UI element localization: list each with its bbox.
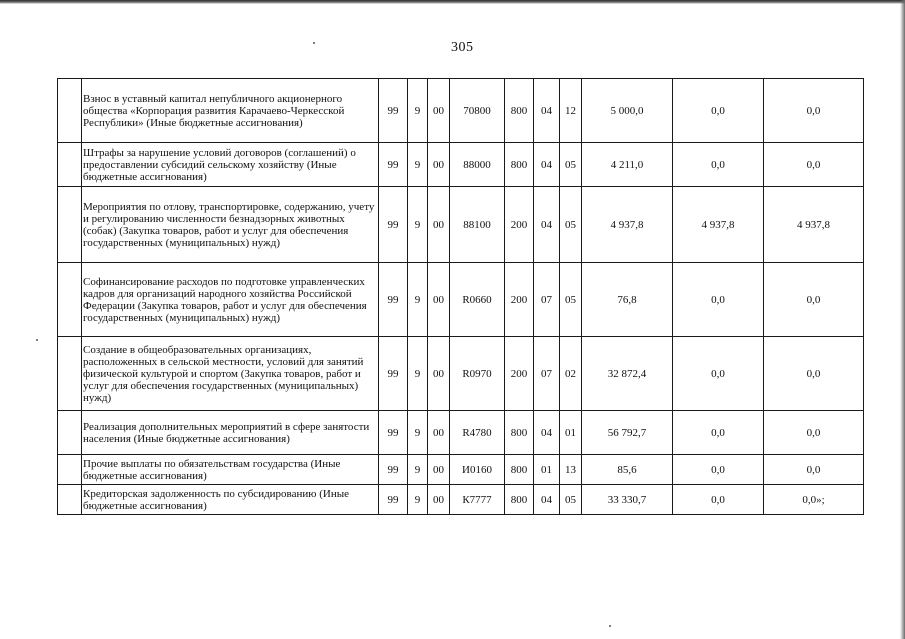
description-cell: Штрафы за нарушение условий договоров (соглашений) о предоставлении субсидий сельскому хозяйству (Иные бюджетные ассигнования) [82, 143, 379, 187]
page-number: 305 [451, 40, 474, 55]
amount-year1-cell: 4 937,8 [582, 187, 673, 263]
amount-year3-cell: 0,0 [764, 79, 864, 143]
amount-year1-cell: 76,8 [582, 263, 673, 337]
row-number-cell [58, 263, 82, 337]
subprogram-code-cell: 9 [408, 411, 428, 455]
amount-year3-cell: 0,0 [764, 143, 864, 187]
program-code-cell: 99 [379, 263, 408, 337]
direction-code-cell: R0970 [450, 337, 505, 411]
main-activity-code-cell: 00 [428, 79, 450, 143]
subsection-cell: 05 [560, 143, 582, 187]
direction-code-cell: R4780 [450, 411, 505, 455]
amount-year1-cell: 32 872,4 [582, 337, 673, 411]
main-activity-code-cell: 00 [428, 187, 450, 263]
amount-year2-cell: 0,0 [673, 455, 764, 485]
section-cell: 07 [534, 337, 560, 411]
table-body [58, 79, 864, 515]
scan-edge-right [900, 0, 905, 639]
table-row [58, 187, 864, 263]
program-code-cell: 99 [379, 485, 408, 515]
subprogram-code-cell: 9 [408, 263, 428, 337]
direction-code-cell: 88100 [450, 187, 505, 263]
section-cell: 04 [534, 411, 560, 455]
program-code-cell: 99 [379, 187, 408, 263]
amount-year3-cell: 0,0 [764, 337, 864, 411]
amount-year3-cell: 0,0 [764, 411, 864, 455]
subsection-cell: 01 [560, 411, 582, 455]
direction-code-cell: R0660 [450, 263, 505, 337]
description-cell: Реализация дополнительных мероприятий в сфере занятости населения (Иные бюджетные ассигнования) [82, 411, 379, 455]
table-row [58, 455, 864, 485]
amount-year2-cell: 0,0 [673, 411, 764, 455]
subsection-cell: 05 [560, 485, 582, 515]
program-code-cell: 99 [379, 79, 408, 143]
expense-type-cell: 200 [505, 263, 534, 337]
amount-year1-cell: 4 211,0 [582, 143, 673, 187]
description-cell: Кредиторская задолженность по субсидированию (Иные бюджетные ассигнования) [82, 485, 379, 515]
subsection-cell: 05 [560, 263, 582, 337]
subsection-cell: 12 [560, 79, 582, 143]
program-code-cell: 99 [379, 143, 408, 187]
subprogram-code-cell: 9 [408, 485, 428, 515]
scan-speck [609, 625, 611, 627]
subsection-cell: 02 [560, 337, 582, 411]
table-row [58, 485, 864, 515]
direction-code-cell: И0160 [450, 455, 505, 485]
description-cell: Софинансирование расходов по подготовке управленческих кадров для организаций народного хозяйства Российской Федерации (Закупка товаров, работ и услуг для обеспечения государственных (муниципальных) нужд) [82, 263, 379, 337]
amount-year3-cell: 0,0 [764, 455, 864, 485]
description-cell: Взнос в уставный капитал непубличного акционерного общества «Корпорация развития Карачаево-Черкесской Республики» (Иные бюджетные ассигнования) [82, 79, 379, 143]
subprogram-code-cell: 9 [408, 143, 428, 187]
row-number-cell [58, 143, 82, 187]
amount-year1-cell: 85,6 [582, 455, 673, 485]
direction-code-cell: 70800 [450, 79, 505, 143]
amount-year2-cell: 0,0 [673, 337, 764, 411]
amount-year1-cell: 33 330,7 [582, 485, 673, 515]
table-row [58, 411, 864, 455]
expense-type-cell: 200 [505, 337, 534, 411]
amount-year2-cell: 0,0 [673, 263, 764, 337]
expense-type-cell: 800 [505, 143, 534, 187]
direction-code-cell: К7777 [450, 485, 505, 515]
main-activity-code-cell: 00 [428, 411, 450, 455]
row-number-cell [58, 485, 82, 515]
table-row [58, 143, 864, 187]
section-cell: 01 [534, 455, 560, 485]
subsection-cell: 05 [560, 187, 582, 263]
main-activity-code-cell: 00 [428, 143, 450, 187]
description-cell: Мероприятия по отлову, транспортировке, содержанию, учету и регулированию численности безнадзорных животных (собак) (Закупка товаров, работ и услуг для обеспечения государственных (муниципальных) нужд) [82, 187, 379, 263]
scan-speck [313, 42, 315, 44]
main-activity-code-cell: 00 [428, 337, 450, 411]
subprogram-code-cell: 9 [408, 455, 428, 485]
amount-year2-cell: 0,0 [673, 79, 764, 143]
row-number-cell [58, 411, 82, 455]
section-cell: 04 [534, 143, 560, 187]
amount-year2-cell: 0,0 [673, 485, 764, 515]
expense-type-cell: 800 [505, 485, 534, 515]
direction-code-cell: 88000 [450, 143, 505, 187]
amount-year1-cell: 5 000,0 [582, 79, 673, 143]
amount-year2-cell: 0,0 [673, 143, 764, 187]
description-cell: Прочие выплаты по обязательствам государства (Иные бюджетные ассигнования) [82, 455, 379, 485]
description-cell: Создание в общеобразовательных организациях, расположенных в сельской местности, условий для занятий физической культурой и спортом (Закупка товаров, работ и услуг для обеспечения государственных (муниципальных) нужд) [82, 337, 379, 411]
scan-edge-top [0, 0, 905, 4]
amount-year3-cell: 4 937,8 [764, 187, 864, 263]
amount-year3-cell: 0,0 [764, 263, 864, 337]
subprogram-code-cell: 9 [408, 187, 428, 263]
budget-table [57, 78, 864, 515]
main-activity-code-cell: 00 [428, 263, 450, 337]
amount-year3-cell: 0,0»; [764, 485, 864, 515]
program-code-cell: 99 [379, 455, 408, 485]
amount-year2-cell: 4 937,8 [673, 187, 764, 263]
main-activity-code-cell: 00 [428, 455, 450, 485]
scan-speck [36, 339, 38, 341]
section-cell: 07 [534, 263, 560, 337]
table-row [58, 79, 864, 143]
amount-year1-cell: 56 792,7 [582, 411, 673, 455]
subprogram-code-cell: 9 [408, 79, 428, 143]
expense-type-cell: 800 [505, 411, 534, 455]
main-activity-code-cell: 00 [428, 485, 450, 515]
expense-type-cell: 800 [505, 455, 534, 485]
program-code-cell: 99 [379, 337, 408, 411]
row-number-cell [58, 337, 82, 411]
row-number-cell [58, 455, 82, 485]
table-row [58, 263, 864, 337]
subprogram-code-cell: 9 [408, 337, 428, 411]
section-cell: 04 [534, 79, 560, 143]
table-row [58, 337, 864, 411]
program-code-cell: 99 [379, 411, 408, 455]
section-cell: 04 [534, 187, 560, 263]
section-cell: 04 [534, 485, 560, 515]
subsection-cell: 13 [560, 455, 582, 485]
row-number-cell [58, 187, 82, 263]
expense-type-cell: 800 [505, 79, 534, 143]
expense-type-cell: 200 [505, 187, 534, 263]
row-number-cell [58, 79, 82, 143]
